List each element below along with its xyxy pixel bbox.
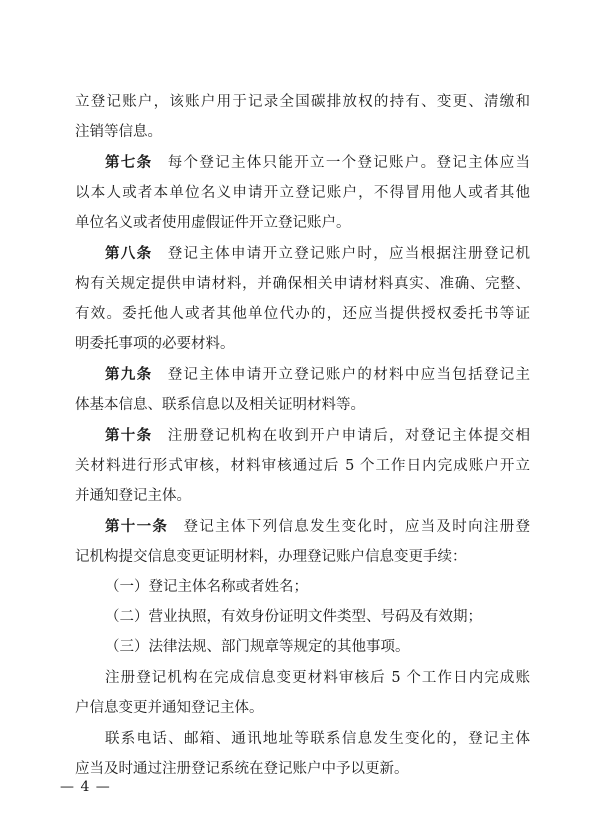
article-9-line <box>105 365 530 385</box>
text-line: 注册登记机构在完成信息变更材料审核后 5 个工作日内完成账 <box>105 670 530 686</box>
text-line: 联系电话、邮箱、通讯地址等联系信息发生变化的，登记主体 <box>105 731 530 747</box>
text-segment: 登记主体下列信息发生变化时，应当及时向注册登 <box>182 519 531 535</box>
page-number: — 4 — <box>60 779 111 795</box>
text-line: 有效。委托他人或者其他单位代办的，还应当提供授权委托书等证 <box>75 306 530 322</box>
text-line: 单位名义或者使用虚假证件开立登记账户。 <box>75 215 351 231</box>
article-heading: 第七条 <box>105 154 153 171</box>
text-line: 构有关规定提供申请材料，并确保相关申请材料真实、准确、完整、 <box>75 276 530 292</box>
article-heading: 第十条 <box>105 427 153 444</box>
text-line: 明委托事项的必要材料。 <box>75 336 235 352</box>
text-line: 记机构提交信息变更证明材料，办理登记账户信息变更手续： <box>75 549 467 565</box>
text-line: 并通知登记主体。 <box>75 488 191 504</box>
article-11-line <box>105 517 530 537</box>
article-heading: 第九条 <box>105 366 153 383</box>
article-10-line <box>105 426 530 446</box>
list-item: （二）营业执照，有效身份证明文件类型、号码及有效期； <box>105 609 482 625</box>
text-line: 体基本信息、联系信息以及相关证明材料等。 <box>75 397 365 413</box>
text-line: 户信息变更并通知登记主体。 <box>75 700 264 716</box>
text-line: 立登记账户，该账户用于记录全国碳排放权的持有、变更、清缴和 <box>75 94 530 110</box>
list-item: （一）登记主体名称或者姓名； <box>105 579 308 595</box>
text-line: 关材料进行形式审核，材料审核通过后 5 个工作日内完成账户开立 <box>75 458 530 474</box>
text-segment: 登记主体申请开立登记账户的材料中应当包括登记主 <box>166 367 531 383</box>
article-7-line <box>105 153 530 173</box>
article-heading: 第八条 <box>105 245 153 262</box>
text-segment: 每个登记主体只能开立一个登记账户。登记主体应当 <box>166 155 531 171</box>
text-line: 应当及时通过注册登记系统在登记账户中予以更新。 <box>75 761 409 777</box>
text-segment: 登记主体申请开立登记账户时，应当根据注册登记机 <box>166 246 531 262</box>
article-heading: 第十一条 <box>105 518 169 535</box>
text-line: 注销等信息。 <box>75 124 162 140</box>
article-8-line <box>105 244 530 264</box>
text-line: 以本人或者本单位名义申请开立登记账户，不得冒用他人或者其他 <box>75 185 530 201</box>
text-segment: 注册登记机构在收到开户申请后，对登记主体提交相 <box>166 428 531 444</box>
list-item: （三）法律法规、部门规章等规定的其他事项。 <box>105 639 410 655</box>
